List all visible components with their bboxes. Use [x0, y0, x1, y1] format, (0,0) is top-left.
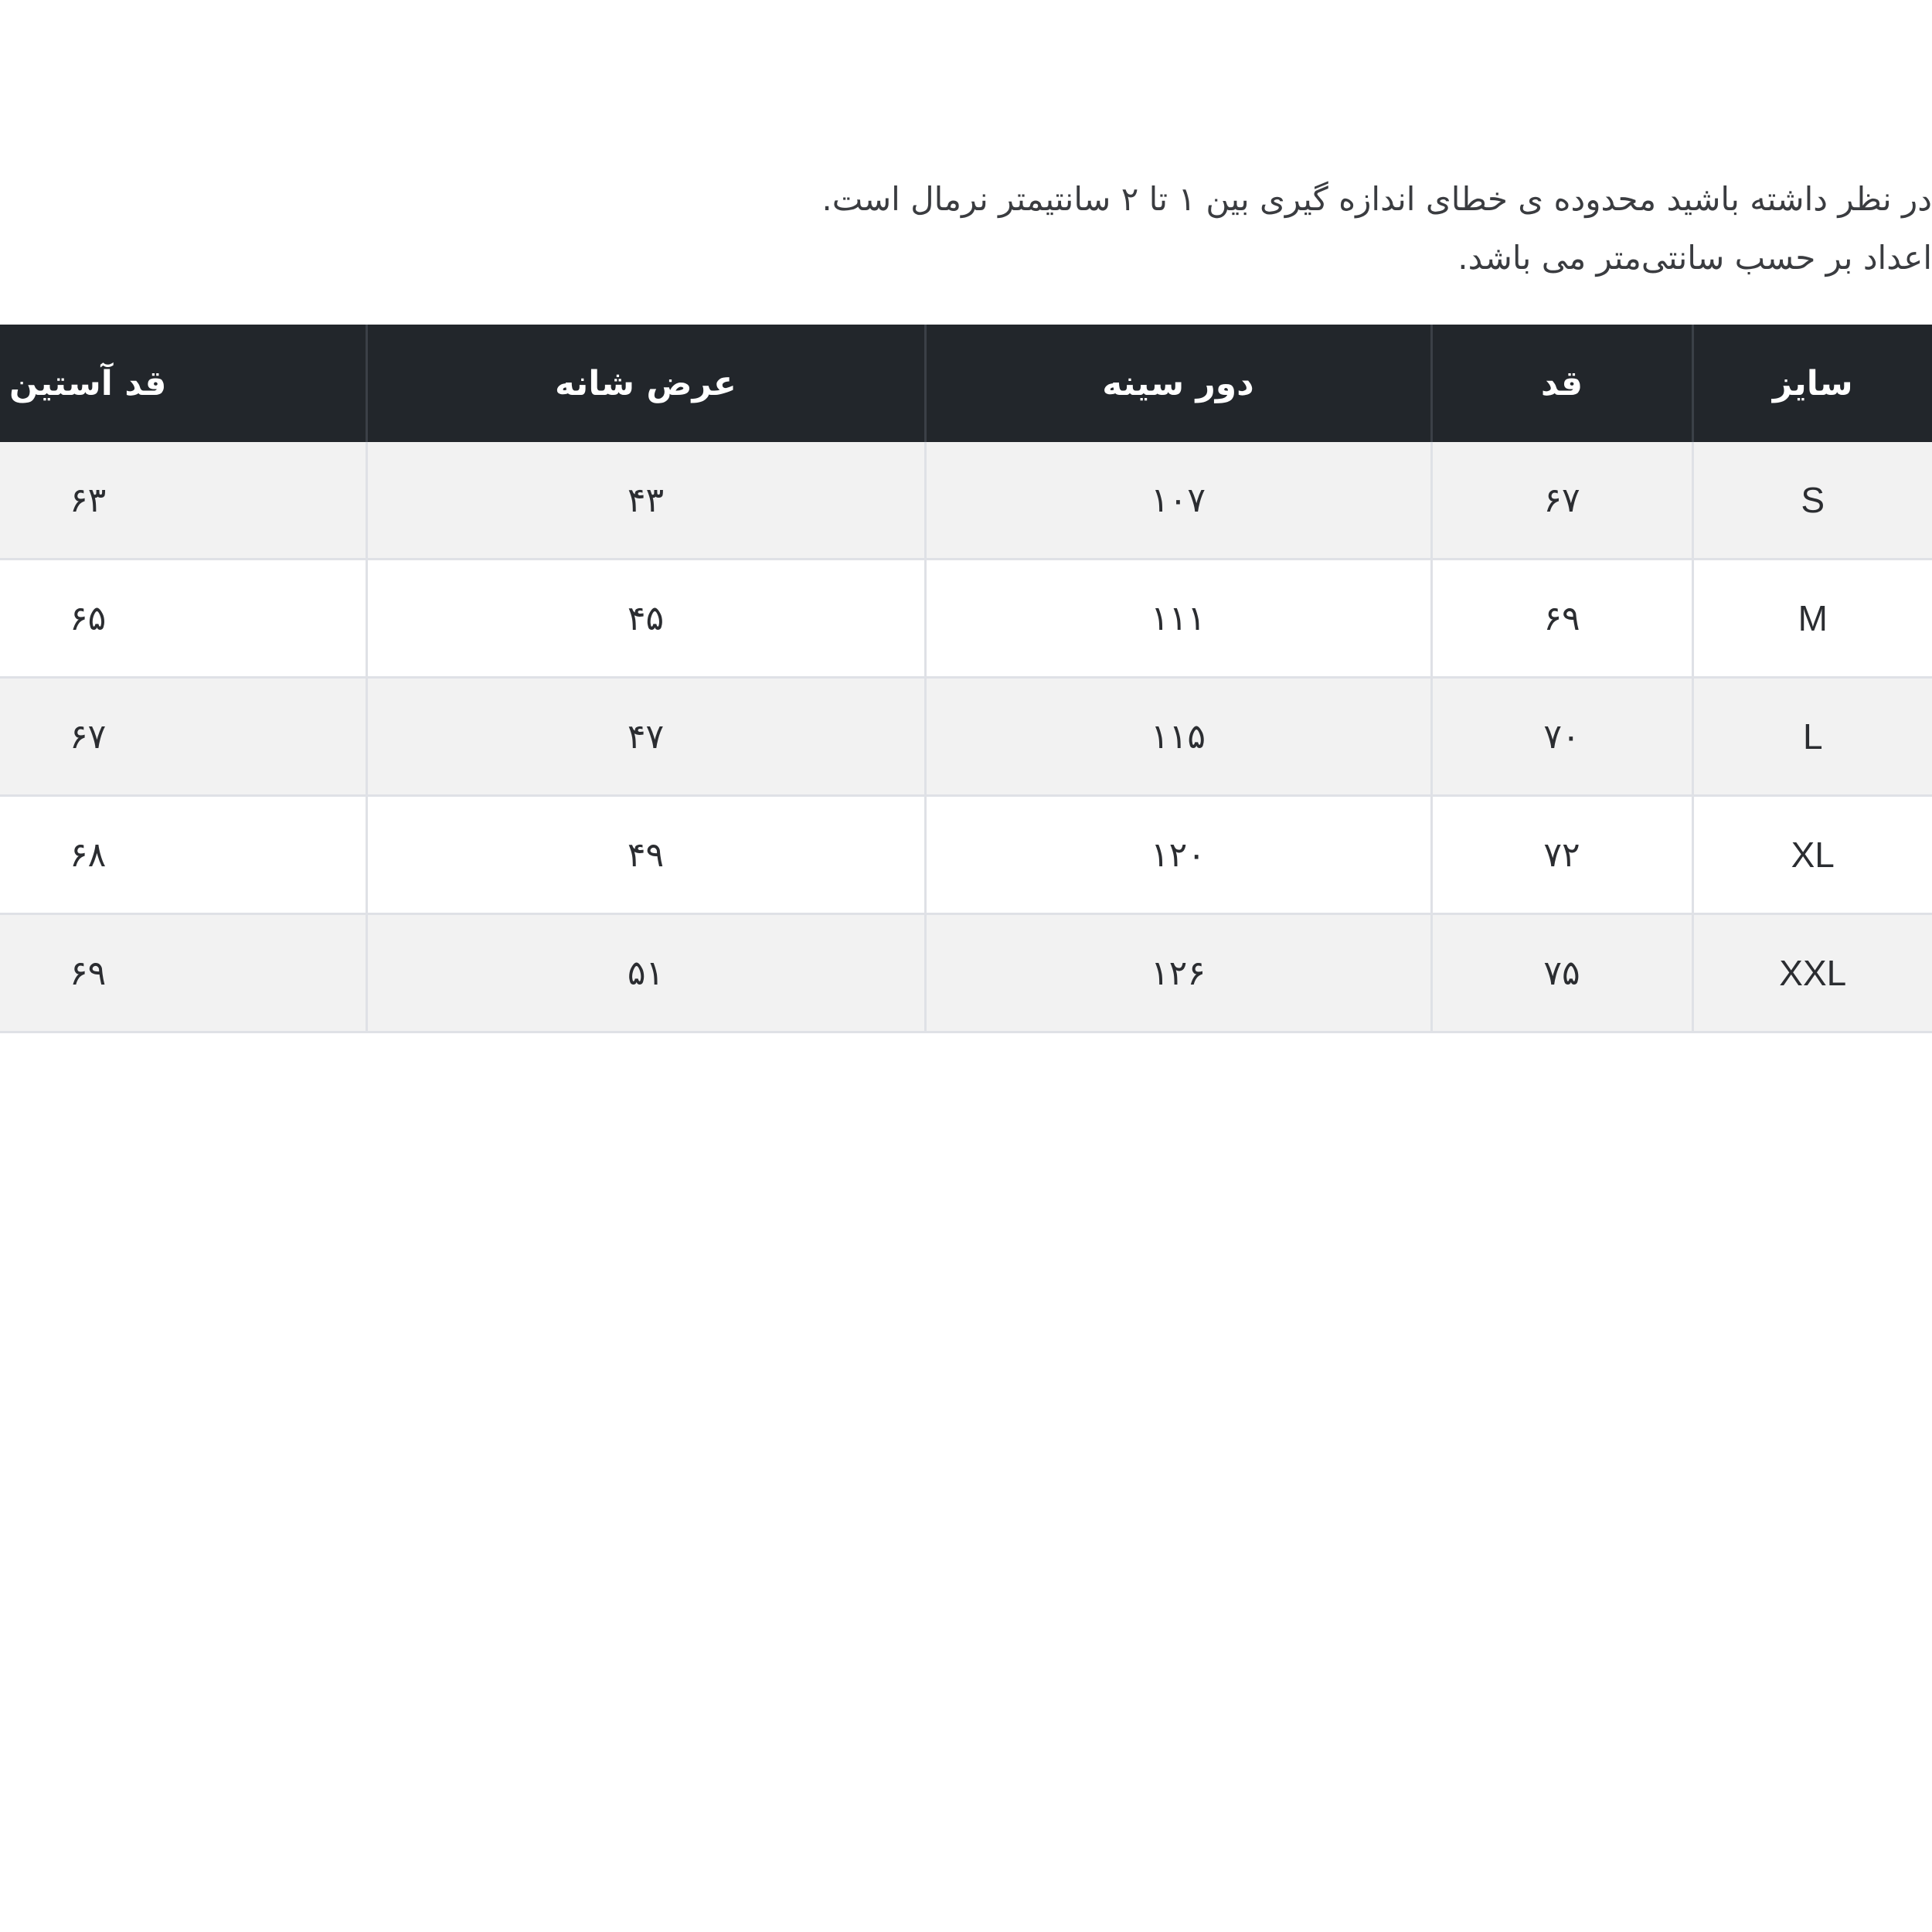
cell-height: ۶۹: [1431, 560, 1692, 678]
note-tolerance: در نظر داشته باشید محدوده ی خطای اندازه گیری بین ۱ تا ۲ سانتیمتر نرمال است.: [821, 180, 1932, 218]
cell-chest: ۱۱۵: [925, 678, 1431, 796]
cell-size: S: [1692, 442, 1932, 560]
cell-chest: ۱۱۱: [925, 560, 1431, 678]
cell-sleeve: ۶۸: [0, 796, 366, 914]
measurement-notes: [8, 170, 1932, 287]
table-row: [0, 678, 1932, 796]
cell-chest: ۱۰۷: [925, 442, 1431, 560]
table-row: [0, 442, 1932, 560]
cell-height: ۷۵: [1431, 914, 1692, 1032]
cell-shoulder: ۴۵: [366, 560, 925, 678]
cell-height: ۷۰: [1431, 678, 1692, 796]
header-shoulder: عرض شانه: [366, 325, 925, 442]
cell-size: XXL: [1692, 914, 1932, 1032]
table-row: [0, 560, 1932, 678]
cell-size: L: [1692, 678, 1932, 796]
cell-shoulder: ۴۷: [366, 678, 925, 796]
cell-size: M: [1692, 560, 1932, 678]
cell-sleeve: ۶۵: [0, 560, 366, 678]
note-units: اعداد بر حسب سانتی‌متر می باشد.: [1458, 239, 1932, 277]
cell-height: ۷۲: [1431, 796, 1692, 914]
cell-chest: ۱۲۰: [925, 796, 1431, 914]
cell-sleeve: ۶۷: [0, 678, 366, 796]
size-chart-table: [0, 325, 1932, 1033]
cell-shoulder: ۴۳: [366, 442, 925, 560]
cell-shoulder: ۴۹: [366, 796, 925, 914]
table-header-row: [0, 325, 1932, 442]
table-row: [0, 914, 1932, 1032]
header-height: قد: [1431, 325, 1692, 442]
cell-sleeve: ۶۳: [0, 442, 366, 560]
cell-sleeve: ۶۹: [0, 914, 366, 1032]
cell-size: XL: [1692, 796, 1932, 914]
cell-height: ۶۷: [1431, 442, 1692, 560]
header-size: سایز: [1692, 325, 1932, 442]
header-chest: دور سینه: [925, 325, 1431, 442]
table-row: [0, 796, 1932, 914]
cell-shoulder: ۵۱: [366, 914, 925, 1032]
cell-chest: ۱۲۶: [925, 914, 1431, 1032]
header-sleeve: قد آستین: [0, 325, 366, 442]
